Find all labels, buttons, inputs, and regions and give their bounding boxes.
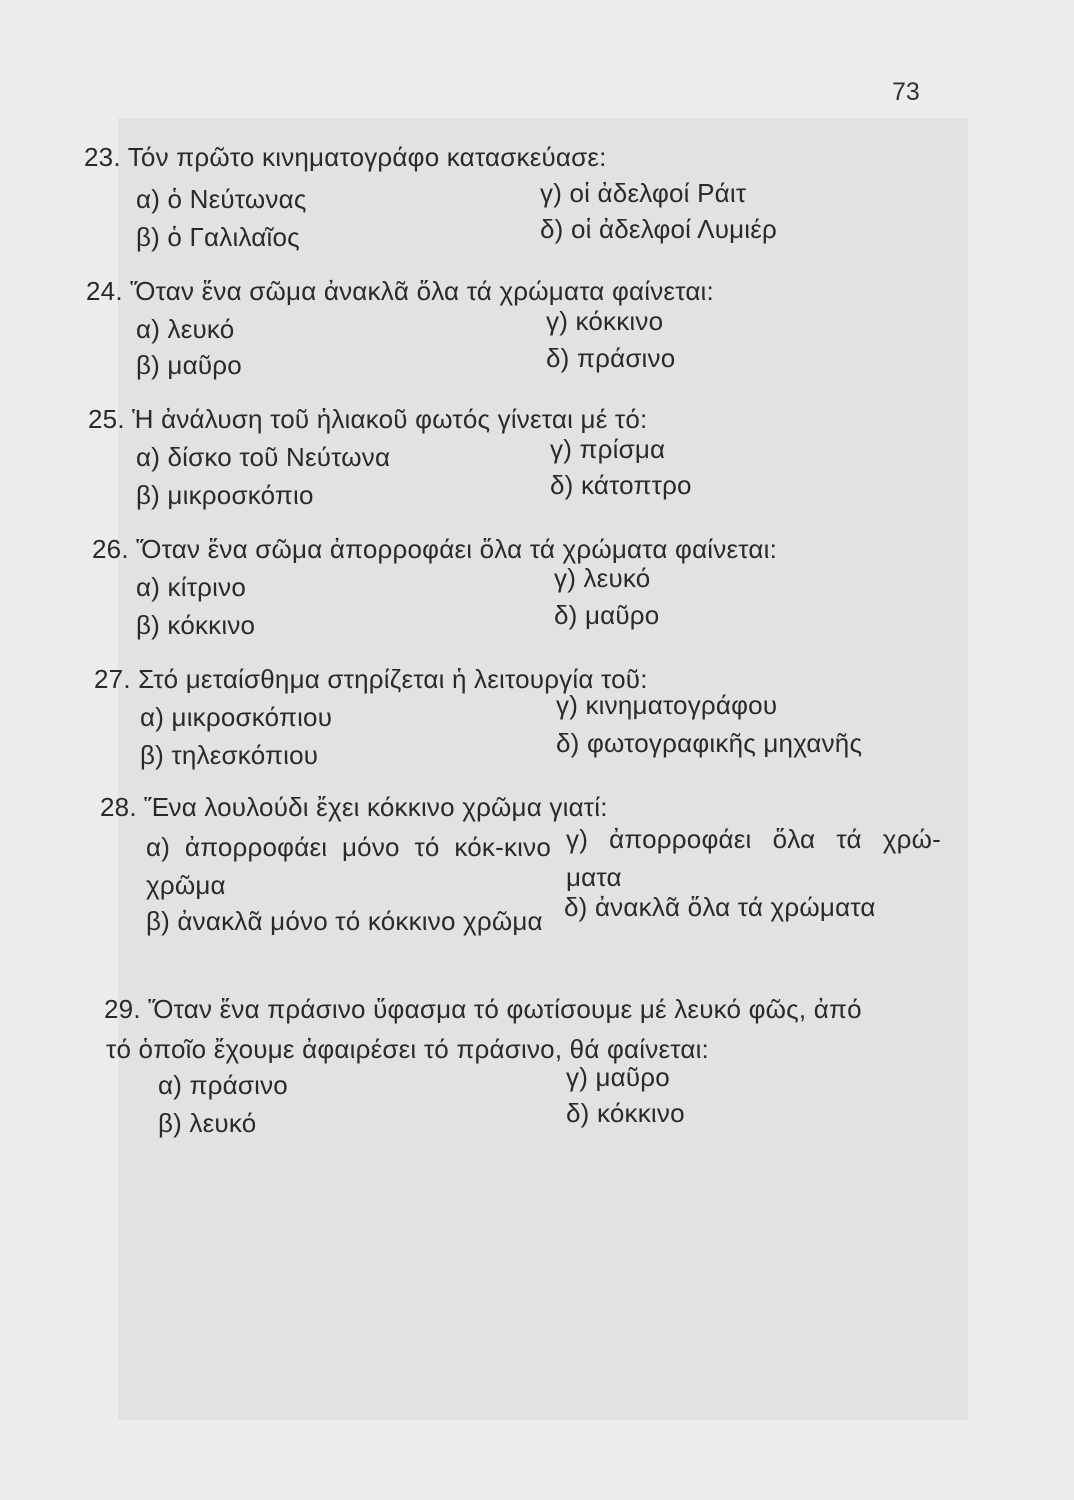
option-b: β) κόκκινο — [136, 610, 256, 640]
option-c: γ) λευκό — [554, 563, 651, 593]
option-b: β) λευκό — [158, 1108, 257, 1138]
option-d: δ) οἱ ἀδελφοί Λυμιέρ — [540, 214, 778, 244]
option-a: α) κίτρινο — [136, 572, 246, 602]
option-b: β) ὁ Γαλιλαῖος — [136, 222, 300, 252]
option-c: γ) οἱ ἀδελφοί Ράιτ — [540, 178, 747, 208]
option-c: γ) κόκκινο — [546, 306, 664, 336]
option-a: α) ἀπορροφάει μόνο τό κόκ-κινο χρῶμα — [146, 832, 551, 900]
option-a: α) πράσινο — [158, 1070, 288, 1100]
option-a: α) μικροσκόπιου — [140, 702, 333, 732]
question-stem: 27. Στό μεταίσθημα στηρίζεται ἡ λειτουργία τοῦ: — [94, 664, 648, 694]
option-d: δ) κόκκινο — [566, 1098, 685, 1128]
question-stem: 25. Ἡ ἀνάλυση τοῦ ἡλιακοῦ φωτός γίνεται μέ τό: — [88, 404, 648, 434]
question-stem: 26. Ὅταν ἕνα σῶμα ἀπορροφάει ὅλα τά χρώματα φαίνεται: — [92, 534, 778, 564]
option-d: δ) ἀνακλᾶ ὅλα τά χρώματα — [564, 892, 876, 922]
option-a: α) ὁ Νεύτωνας — [136, 184, 307, 214]
question-stem-line-1: 29. Ὅταν ἕνα πράσινο ὕφασμα τό φωτίσουμε μέ λευκό φῶς, ἀπό — [104, 994, 862, 1024]
option-d: δ) μαῦρο — [554, 600, 660, 630]
option-c: γ) πρίσμα — [550, 434, 666, 464]
option-c: γ) κινηματογράφου — [556, 690, 778, 720]
option-d: δ) κάτοπτρο — [550, 470, 692, 500]
question-stem: 24. Ὅταν ἕνα σῶμα ἀνακλᾶ ὅλα τά χρώματα φαίνεται: — [86, 276, 714, 306]
option-a: α) λευκό — [136, 314, 235, 344]
option-b: β) μικροσκόπιο — [136, 480, 314, 510]
question-stem: 23. Τόν πρῶτο κινηματογράφο κατασκεύασε: — [84, 142, 607, 172]
option-d: δ) φωτογραφικῆς μηχανῆς — [556, 728, 863, 758]
option-d: δ) πράσινο — [546, 343, 676, 373]
page-number: 73 — [892, 78, 920, 106]
question-stem: 28. Ἕνα λουλούδι ἔχει κόκκινο χρῶμα γιατί: — [100, 792, 608, 822]
option-b: β) τηλεσκόπιου — [140, 740, 319, 770]
option-a: α) δίσκο τοῦ Νεύτωνα — [136, 442, 391, 472]
option-b: β) μαῦρο — [136, 350, 242, 380]
question-stem-line-2: τό ὁποῖο ἔχουμε ἀφαιρέσει τό πράσινο, θά φαίνεται: — [106, 1034, 709, 1064]
option-c: γ) ἀπορροφάει ὅλα τά χρώ-ματα — [566, 824, 941, 892]
option-b: β) ἀνακλᾶ μόνο τό κόκκινο χρῶμα — [146, 906, 543, 936]
option-c: γ) μαῦρο — [566, 1062, 670, 1092]
